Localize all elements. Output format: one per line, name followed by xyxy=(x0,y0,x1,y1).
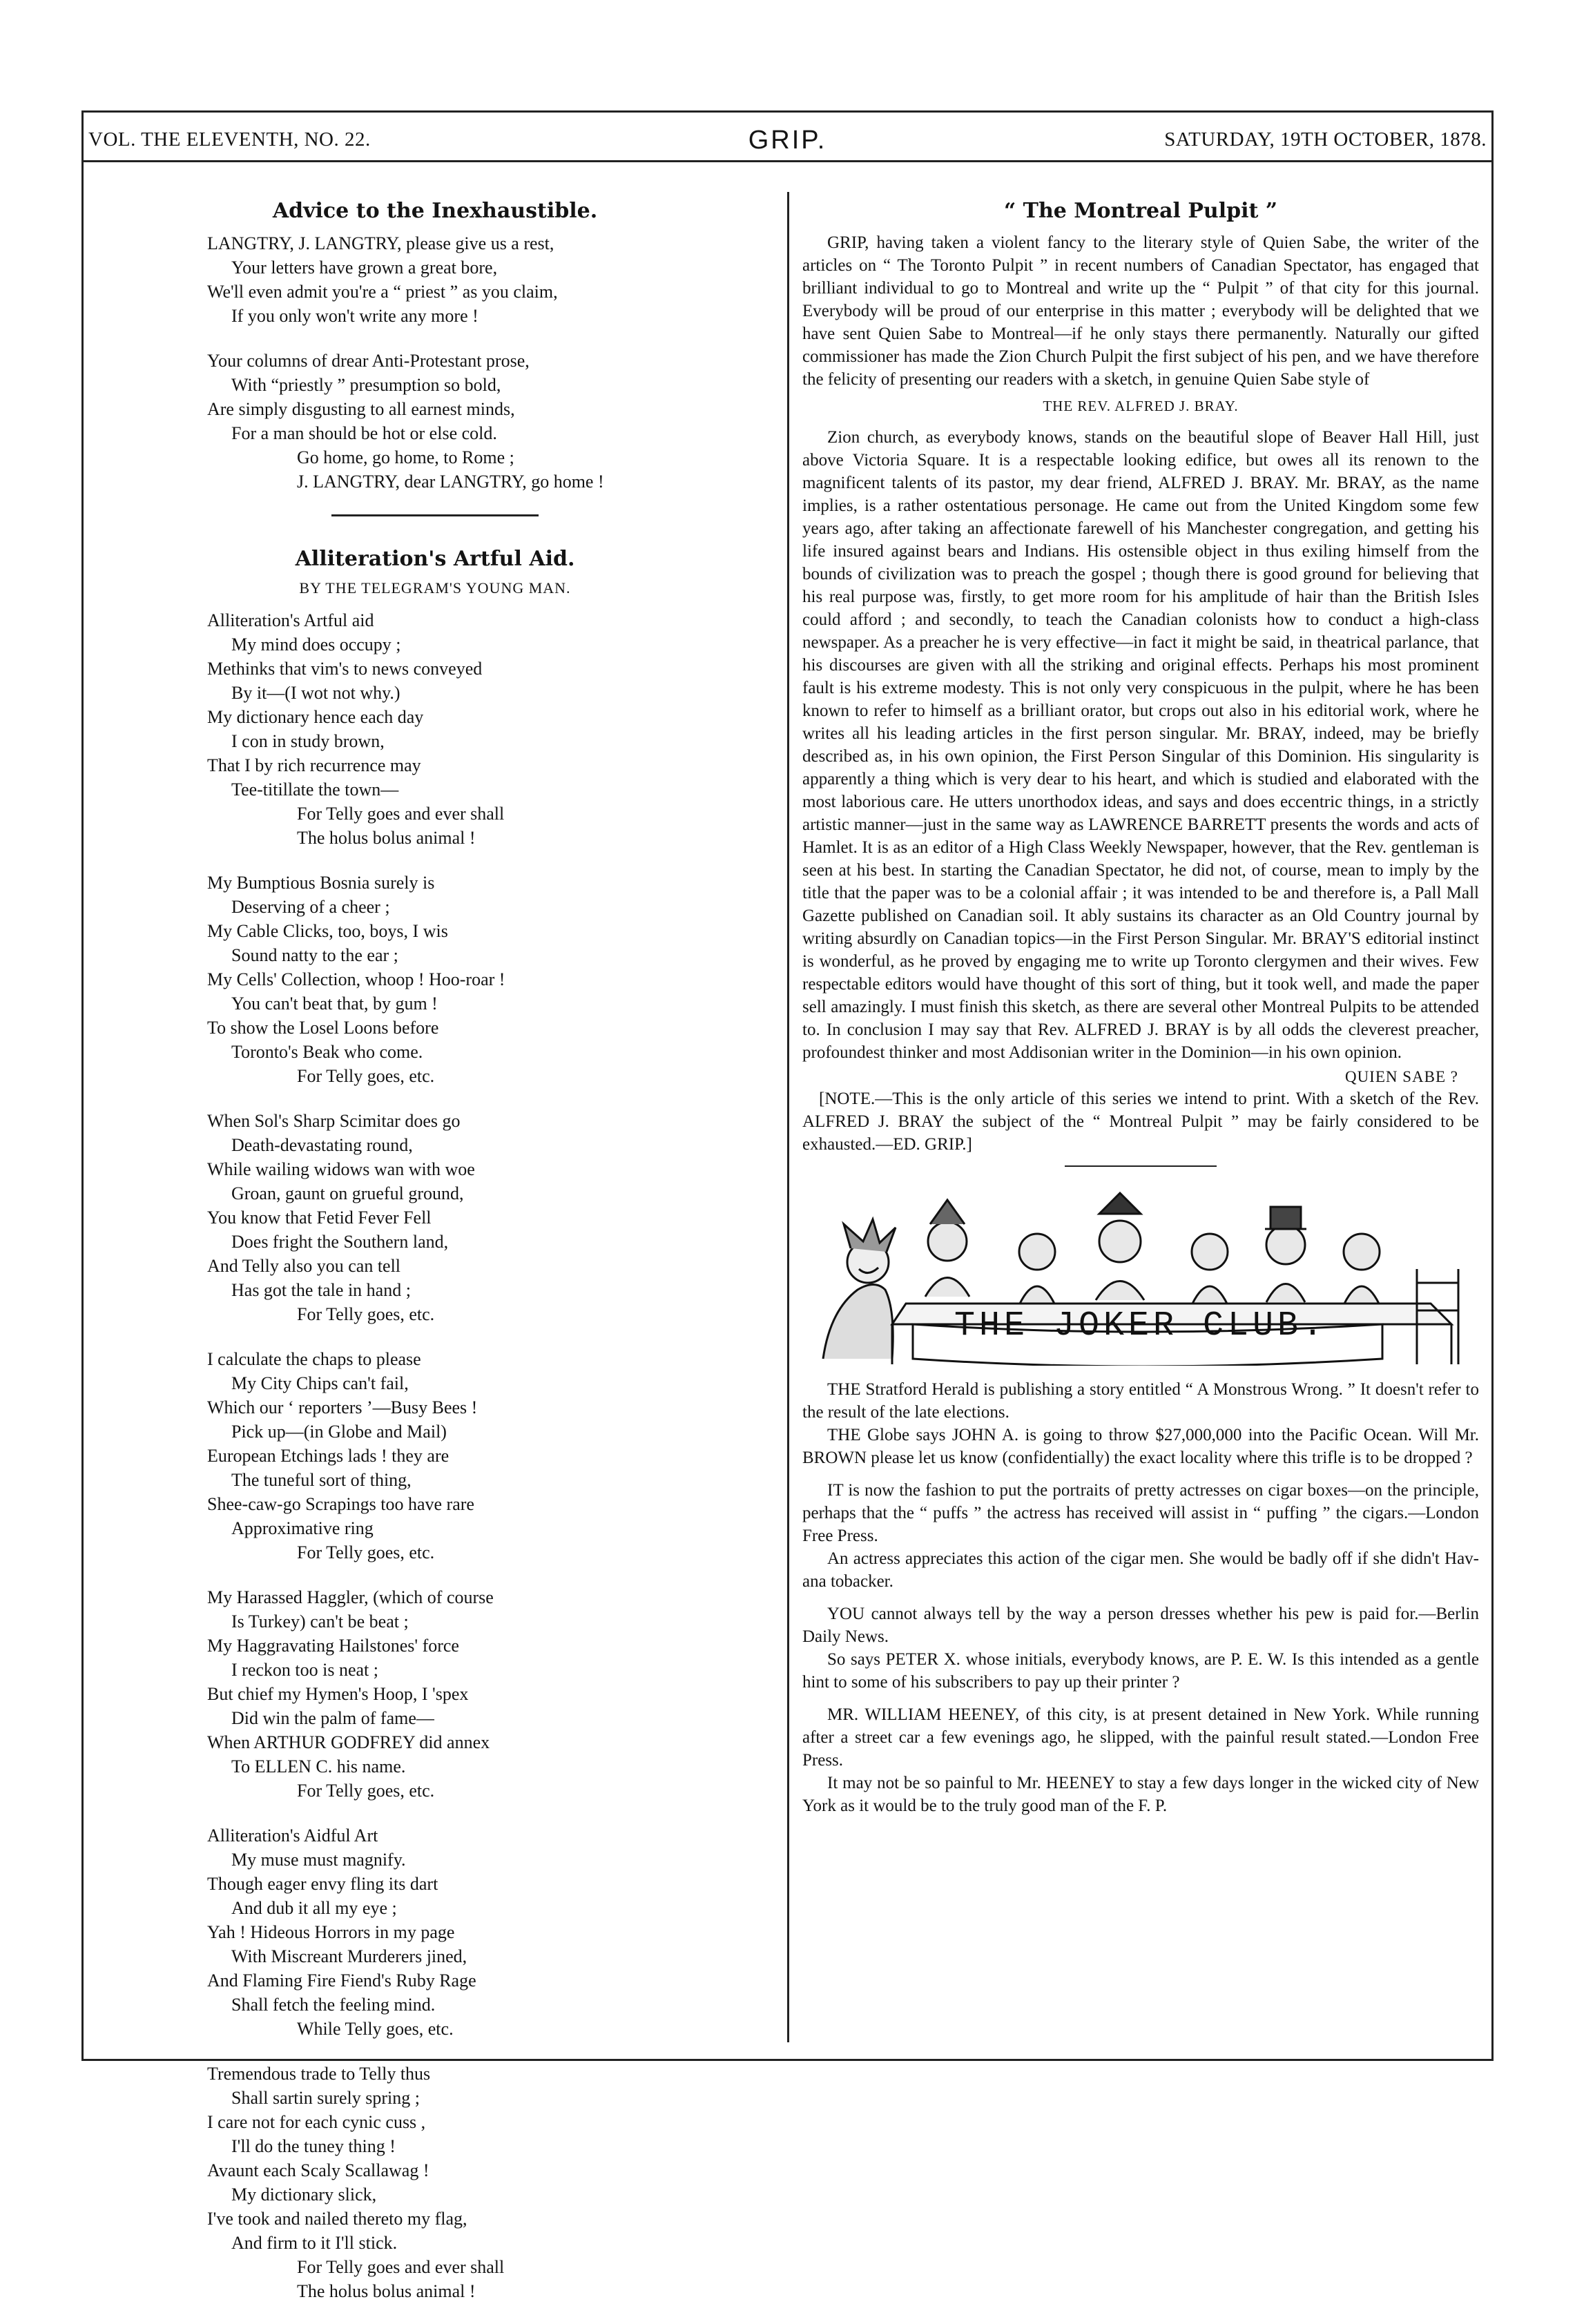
verse-line: And Telly also you can tell xyxy=(207,1256,401,1276)
top-rule xyxy=(81,110,1494,113)
montreal-title: “ The Montreal Pulpit ” xyxy=(1003,199,1278,223)
verse-line: Shall sartin surely spring ; xyxy=(231,2088,420,2108)
verse-line: For Telly goes, etc. xyxy=(297,1304,435,1324)
masthead-rule xyxy=(81,160,1494,162)
verse-line: Shee-caw-go Scrapings too have rare xyxy=(207,1494,474,1514)
verse-line: Though eager envy fling its dart xyxy=(207,1874,438,1894)
masthead xyxy=(88,128,1487,156)
joke-paragraph: THE Stratford Herald is publishing a story entitled “ A Monstrous Wrong. ” It doesn't refer to the result of the late elections. xyxy=(802,1380,1479,1422)
joker-club-banner: THE JOKER CLUB. xyxy=(954,1306,1328,1346)
verse-line: I con in study brown, xyxy=(231,731,385,751)
verse-line: For Telly goes and ever shall xyxy=(297,804,505,824)
alliteration-title: Alliteration's Artful Aid. xyxy=(295,547,575,571)
joker-club-items xyxy=(802,1378,1479,1817)
stanza xyxy=(97,608,773,850)
verse-line: Alliteration's Artful aid xyxy=(207,610,374,630)
section-separator xyxy=(331,514,539,516)
joke-paragraph: So says PETER X. whose initials, everybody knows, are P. E. W. Is this intended as a gentle hint to some of his subscribers to pay up their printer ? xyxy=(802,1650,1479,1692)
montreal-body-text: Zion church, as everybody knows, stands on the beautiful slope of Beaver Hall Hill, just above Victoria Square. It is a respectable looking edifice, but owes all its renown to the magnificent talents of its pastor, my dear friend, ALFRED J. BRAY. Mr. BRAY, as the name implies, is a rather ostentatious personage. He came out from the United Kingdom some few years ago, after taking an affectionate farewell of his Manchester congregation, and getting his life insured against bears and Indians. His ostensible object in thus exiling himself from the bounds of civilization was to preach the gospel ; though there is good ground for believing that his real purpose was, firstly, to get more room for his amplitude of hair than the British Isles could afford ; and secondly, to teach the Canadian colonists how to conduct a high-class newspaper. As a preacher he is very effective—in fact it might be said, in theatrical parlance, that his discourses are given with all the striking and original effects. Perhaps his most prominent fault is his extreme modesty. This is not only very conspicuous in the pulpit, where he has been known to refer to himself as a brilliant orator, but crops out also in his editorial work, where he writes all his leading articles in the first person singular. Mr. BRAY, indeed, may be briefly described as, in his own opinion, the First Person Singular of this Dominion. His singularity is apparently a thing which is very dear to his heart, and which is studied and elaborated with the most laborious care. He utters unorthodox ideas, and says and does eccentric things, in a strictly artistic manner—just in the same way as LAWRENCE BARRETT presents the words and acts of Hamlet. It is as an editor of a High Class Weekly Newspaper, however, that the Rev. gentleman is seen at his best. In starting the Canadian Spectator, he did not, of course, mean to imply by the title that the paper was to be a colonial affair ; it was intended to be and therefore is, a Pall Mall Gazette published on Canadian soil. It ably sustains its character as an Old Country journal by writing absurdly on Canadian topics—in the First Person Singular. Mr. BRAY'S editorial instinct is wonderful, as he proved by engaging me to write up Toronto clergymen and their wives. Few respectable editors would have thought of this sort of thing, but it took well, and made the paper sell amazingly. I must finish this sketch, as there are several other Montreal Pulpits to be attended to. In conclusion I may say that Rev. ALFRED J. BRAY is by all odds the cleverest preacher, profoundest thinker and most Addisonian writer in the Dominion—in his own opinion. xyxy=(802,428,1479,1062)
alliteration-stanzas xyxy=(97,608,773,2303)
verse-line: The holus bolus animal ! xyxy=(297,828,476,848)
montreal-pulpit-article xyxy=(802,199,1479,1167)
joke-paragraph: YOU cannot always tell by the way a person dresses whether his pew is paid for.—Berlin Daily News. xyxy=(802,1605,1479,1646)
verse-line: For Telly goes, etc. xyxy=(297,1542,435,1562)
verse-line: Which our ‘ reporters ’—Busy Bees ! xyxy=(207,1397,478,1417)
stanza xyxy=(97,1823,773,2041)
verse-line: Has got the tale in hand ; xyxy=(231,1280,411,1300)
stanza xyxy=(97,871,773,1088)
verse-line: But chief my Hymen's Hoop, I 'spex xyxy=(207,1684,469,1704)
verse-line: My Cells' Collection, whoop ! Hoo-roar ! xyxy=(207,969,505,989)
verse-line: I've took and nailed thereto my flag, xyxy=(207,2209,467,2229)
joke-item xyxy=(802,1703,1479,1817)
verse-line: And firm to it I'll stick. xyxy=(231,2233,398,2253)
verse-line: My Cable Clicks, too, boys, I wis xyxy=(207,921,448,941)
verse-line: My City Chips can't fail, xyxy=(231,1373,409,1393)
joker-club-illustration xyxy=(809,1186,1472,1366)
verse-line: By it—(I wot not why.) xyxy=(231,683,400,703)
stanza xyxy=(97,2062,773,2303)
verse-line: Toronto's Beak who come. xyxy=(231,1042,423,1062)
verse-line: For Telly goes and ever shall xyxy=(297,2257,505,2277)
stanza xyxy=(97,1109,773,1326)
verse-line: You know that Fetid Fever Fell xyxy=(207,1208,432,1228)
verse-line: Tee-titillate the town— xyxy=(231,779,399,800)
verse-line: Deserving of a cheer ; xyxy=(231,897,390,917)
verse-line: My Haggravating Hailstones' force xyxy=(207,1636,459,1656)
verse-line: Yah ! Hideous Horrors in my page xyxy=(207,1922,455,1942)
section-separator xyxy=(1065,1165,1217,1167)
verse-line: Alliteration's Aidful Art xyxy=(207,1826,378,1846)
joke-item xyxy=(802,1479,1479,1593)
verse-line: Is Turkey) can't be beat ; xyxy=(231,1611,409,1631)
verse-line: Methinks that vim's to news conveyed xyxy=(207,659,483,679)
advice-poem xyxy=(97,199,773,494)
montreal-intro-text: GRIP, having taken a violent fancy to the literary style of Quien Sabe, the writer of the articles on “ The Toronto Pulpit ” in recent numbers of Canadian Spectator, has engaged that brilliant individual to go to Montreal and write up the “ Pulpit ” of that city for this journal. Everybody will be proud of our enterprise in this matter ; everybody will be delighted that we have sent Quien Sabe to Montreal—if he only stays there permanently. Naturally our gifted commissioner has made the Zion Church Pulpit the first subject of his pen, and we have therefore the felicity of presenting our readers with a sketch, in genuine Quien Sabe style of xyxy=(802,233,1479,389)
verse-line: Go home, go home, to Rome ; xyxy=(297,447,514,467)
verse-line: I reckon too is neat ; xyxy=(231,1660,378,1680)
joke-item xyxy=(802,1378,1479,1469)
verse-line: Death-devastating round, xyxy=(231,1135,413,1155)
verse-line: With Miscreant Murderers jined, xyxy=(231,1946,467,1966)
club-members xyxy=(925,1193,1380,1304)
verse-line: For Telly goes, etc. xyxy=(297,1066,435,1086)
montreal-subhead: THE REV. ALFRED J. BRAY. xyxy=(1043,398,1239,414)
verse-line: Your columns of drear Anti-Protestant prose, xyxy=(207,351,530,371)
verse-line: To show the Losel Loons before xyxy=(207,1018,439,1038)
verse-line: When Sol's Sharp Scimitar does go xyxy=(207,1111,461,1131)
montreal-intro xyxy=(802,231,1479,391)
verse-line: If you only won't write any more ! xyxy=(231,306,479,326)
verse-line: And Flaming Fire Fiend's Ruby Rage xyxy=(207,1970,476,1991)
editor-note: [NOTE.—This is the only article of this series we intend to print. With a sketch of the Rev. ALFRED J. BRAY the subject of the “ Montreal Pulpit ” may be fairly considered to be exhausted.—ED. GRIP.] xyxy=(802,1090,1479,1154)
verse-line: We'll even admit you're a “ priest ” as you claim, xyxy=(207,282,558,302)
verse-line: I care not for each cynic cuss , xyxy=(207,2112,426,2132)
right-frame-rule xyxy=(1491,110,1494,2059)
montreal-body xyxy=(802,426,1479,1064)
verse-line: The tuneful sort of thing, xyxy=(231,1470,412,1490)
alliteration-poem xyxy=(97,547,773,2303)
column-divider xyxy=(787,192,789,2042)
verse-line: Approximative ring xyxy=(231,1518,374,1538)
joke-paragraph: IT is now the fashion to put the portraits of pretty actresses on cigar boxes—on the principle, perhaps that the “ puffs ” the actress has received will assist in “ puffing ” the cigars.—London Free Press. xyxy=(802,1481,1479,1545)
verse-line: My dictionary slick, xyxy=(231,2185,377,2205)
verse-line: Did win the palm of fame— xyxy=(231,1708,434,1728)
verse-line: My mind does occupy ; xyxy=(231,635,401,655)
alliteration-byline: BY THE TELEGRAM'S YOUNG MAN. xyxy=(299,579,571,597)
left-column xyxy=(97,199,773,2324)
verse-line: When ARTHUR GODFREY did annex xyxy=(207,1732,490,1752)
verse-line: While Telly goes, etc. xyxy=(297,2019,454,2039)
verse-line: For Telly goes, etc. xyxy=(297,1781,435,1801)
verse-line: While wailing widows wan with woe xyxy=(207,1159,475,1179)
verse-line: Does fright the Southern land, xyxy=(231,1232,449,1252)
verse-line: You can't beat that, by gum ! xyxy=(231,994,438,1014)
verse-line: For a man should be hot or else cold. xyxy=(231,423,497,443)
joke-item xyxy=(802,1602,1479,1694)
verse-line: European Etchings lads ! they are xyxy=(207,1446,450,1466)
joke-paragraph: MR. WILLIAM HEENEY, of this city, is at present detained in New York. While running after a street car a few evenings ago, he slipped, with the painful result stated.—London Free Press. xyxy=(802,1705,1479,1770)
verse-line: Tremendous trade to Telly thus xyxy=(207,2064,431,2084)
montreal-signature: QUIEN SABE ? xyxy=(1344,1068,1458,1085)
left-frame-rule xyxy=(81,110,84,2059)
verse-line: Shall fetch the feeling mind. xyxy=(231,1995,436,2015)
advice-title: Advice to the Inexhaustible. xyxy=(272,199,598,223)
verse-line: My Bumptious Bosnia surely is xyxy=(207,873,435,893)
stanza xyxy=(97,349,773,494)
stanza xyxy=(97,231,773,328)
jester-figure xyxy=(823,1219,896,1359)
verse-line: Sound natty to the ear ; xyxy=(231,945,398,965)
verse-line: My dictionary hence each day xyxy=(207,707,424,727)
verse-line: Avaunt each Scaly Scallawag ! xyxy=(207,2160,429,2180)
joke-paragraph: THE Globe says JOHN A. is going to throw $27,000,000 into the Pacific Ocean. Will Mr. BROWN please let us know (confidentially) the exact locality where this trifle is to be dropped ? xyxy=(802,1426,1479,1467)
issue-date: SATURDAY, 19TH OCTOBER, 1878. xyxy=(1164,128,1487,151)
verse-line: To ELLEN C. his name. xyxy=(231,1756,406,1776)
stanza xyxy=(97,1347,773,1565)
verse-line: My Harassed Haggler, (which of course xyxy=(207,1587,494,1607)
verse-line: Groan, gaunt on grueful ground, xyxy=(231,1183,464,1203)
verse-line: Are simply disgusting to all earnest minds, xyxy=(207,399,515,419)
advice-stanzas xyxy=(97,231,773,494)
volume-number: VOL. THE ELEVENTH, NO. 22. xyxy=(88,128,371,151)
verse-line: Pick up—(in Globe and Mail) xyxy=(231,1422,447,1442)
bottom-rule xyxy=(81,2059,1494,2061)
verse-line: My muse must magnify. xyxy=(231,1850,406,1870)
verse-line: With “priestly ” presumption so bold, xyxy=(231,375,501,395)
verse-line: And dub it all my eye ; xyxy=(231,1898,397,1918)
verse-line: That I by rich recurrence may xyxy=(207,755,421,775)
verse-line: Your letters have grown a great bore, xyxy=(231,258,498,278)
verse-line: The holus bolus animal ! xyxy=(297,2281,476,2301)
verse-line: J. LANGTRY, dear LANGTRY, go home ! xyxy=(297,472,604,492)
joke-paragraph: An actress appreciates this action of the cigar men. She would be badly off if she didn't Hav-ana tobacker. xyxy=(802,1549,1479,1591)
verse-line: LANGTRY, J. LANGTRY, please give us a rest, xyxy=(207,233,554,253)
verse-line: I calculate the chaps to please xyxy=(207,1349,421,1369)
verse-line: I'll do the tuney thing ! xyxy=(231,2136,396,2156)
joke-paragraph: It may not be so painful to Mr. HEENEY to stay a few days longer in the wicked city of New York as it would be to the truly good man of the F. P. xyxy=(802,1774,1479,1815)
right-column xyxy=(802,199,1479,1827)
stanza xyxy=(97,1585,773,1803)
publication-title: GRIP. xyxy=(748,126,827,155)
